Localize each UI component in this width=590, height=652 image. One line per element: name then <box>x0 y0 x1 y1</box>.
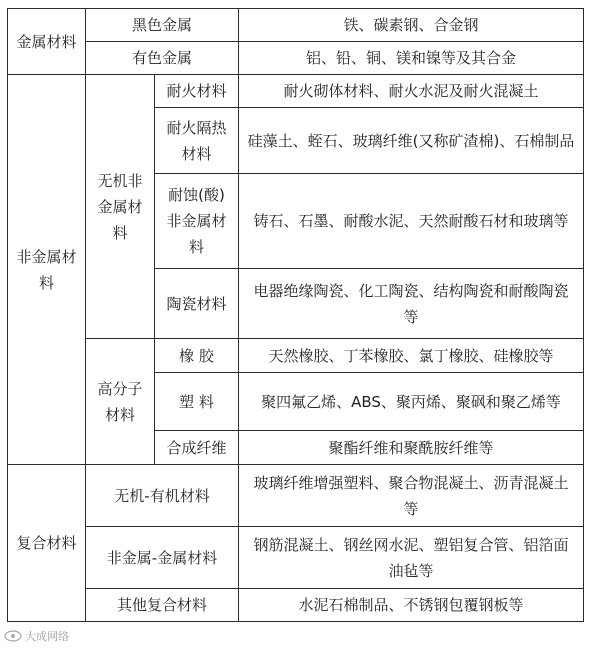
item-plastic: 塑 料 <box>155 373 239 431</box>
table-row <box>8 75 584 108</box>
desc-other-composite: 水泥石棉制品、不锈钢包覆钢板等 <box>239 589 584 622</box>
watermark <box>4 628 69 644</box>
table-row <box>8 589 584 622</box>
desc-refractory: 耐火砌体材料、耐火水泥及耐火混凝土 <box>239 75 584 108</box>
desc-ferrous: 铁、碳素钢、合金钢 <box>239 9 584 42</box>
item-insulation: 耐火隔热材料 <box>155 108 239 174</box>
table-row <box>8 42 584 75</box>
desc-insulation: 硅藻土、蛭石、玻璃纤维(又称矿渣棉)、石棉制品 <box>239 108 584 174</box>
item-corrosion-resistant: 耐蚀(酸)非金属材料 <box>155 174 239 269</box>
desc-plastic: 聚四氟乙烯、ABS、聚丙烯、聚砜和聚乙烯等 <box>239 373 584 431</box>
desc-ceramic: 电器绝缘陶瓷、化工陶瓷、结构陶瓷和耐酸陶瓷等 <box>239 269 584 339</box>
item-ceramic: 陶瓷材料 <box>155 269 239 339</box>
desc-nonferrous: 铝、铅、铜、镁和镍等及其合金 <box>239 42 584 75</box>
item-synthetic-fiber: 合成纤维 <box>155 431 239 465</box>
table-row <box>8 527 584 589</box>
subcategory-nonmetal-metal: 非金属-金属材料 <box>86 527 239 589</box>
watermark-logo-icon <box>4 630 22 642</box>
watermark-text: 大成网络 <box>25 630 69 643</box>
category-metal: 金属材料 <box>8 9 86 75</box>
subcategory-polymer: 高分子材料 <box>86 339 155 465</box>
item-refractory: 耐火材料 <box>155 75 239 108</box>
item-rubber: 橡 胶 <box>155 339 239 373</box>
table-row <box>8 465 584 527</box>
desc-rubber: 天然橡胶、丁苯橡胶、氯丁橡胶、硅橡胶等 <box>239 339 584 373</box>
desc-synthetic-fiber: 聚酯纤维和聚酰胺纤维等 <box>239 431 584 465</box>
table-row <box>8 339 584 373</box>
desc-nonmetal-metal: 钢筋混凝土、钢丝网水泥、塑铝复合管、铝箔面油毡等 <box>239 527 584 589</box>
desc-inorganic-organic: 玻璃纤维增强塑料、聚合物混凝土、沥青混凝土等 <box>239 465 584 527</box>
desc-corrosion-resistant: 铸石、石墨、耐酸水泥、天然耐酸石材和玻璃等 <box>239 174 584 269</box>
subcategory-inorganic-nonmetal: 无机非金属材料 <box>86 75 155 339</box>
subcategory-nonferrous: 有色金属 <box>86 42 239 75</box>
subcategory-inorganic-organic: 无机-有机材料 <box>86 465 239 527</box>
category-nonmetal: 非金属材料 <box>8 75 86 465</box>
subcategory-ferrous: 黑色金属 <box>86 9 239 42</box>
table-row <box>8 9 584 42</box>
subcategory-other-composite: 其他复合材料 <box>86 589 239 622</box>
materials-table <box>7 8 584 622</box>
category-composite: 复合材料 <box>8 465 86 622</box>
